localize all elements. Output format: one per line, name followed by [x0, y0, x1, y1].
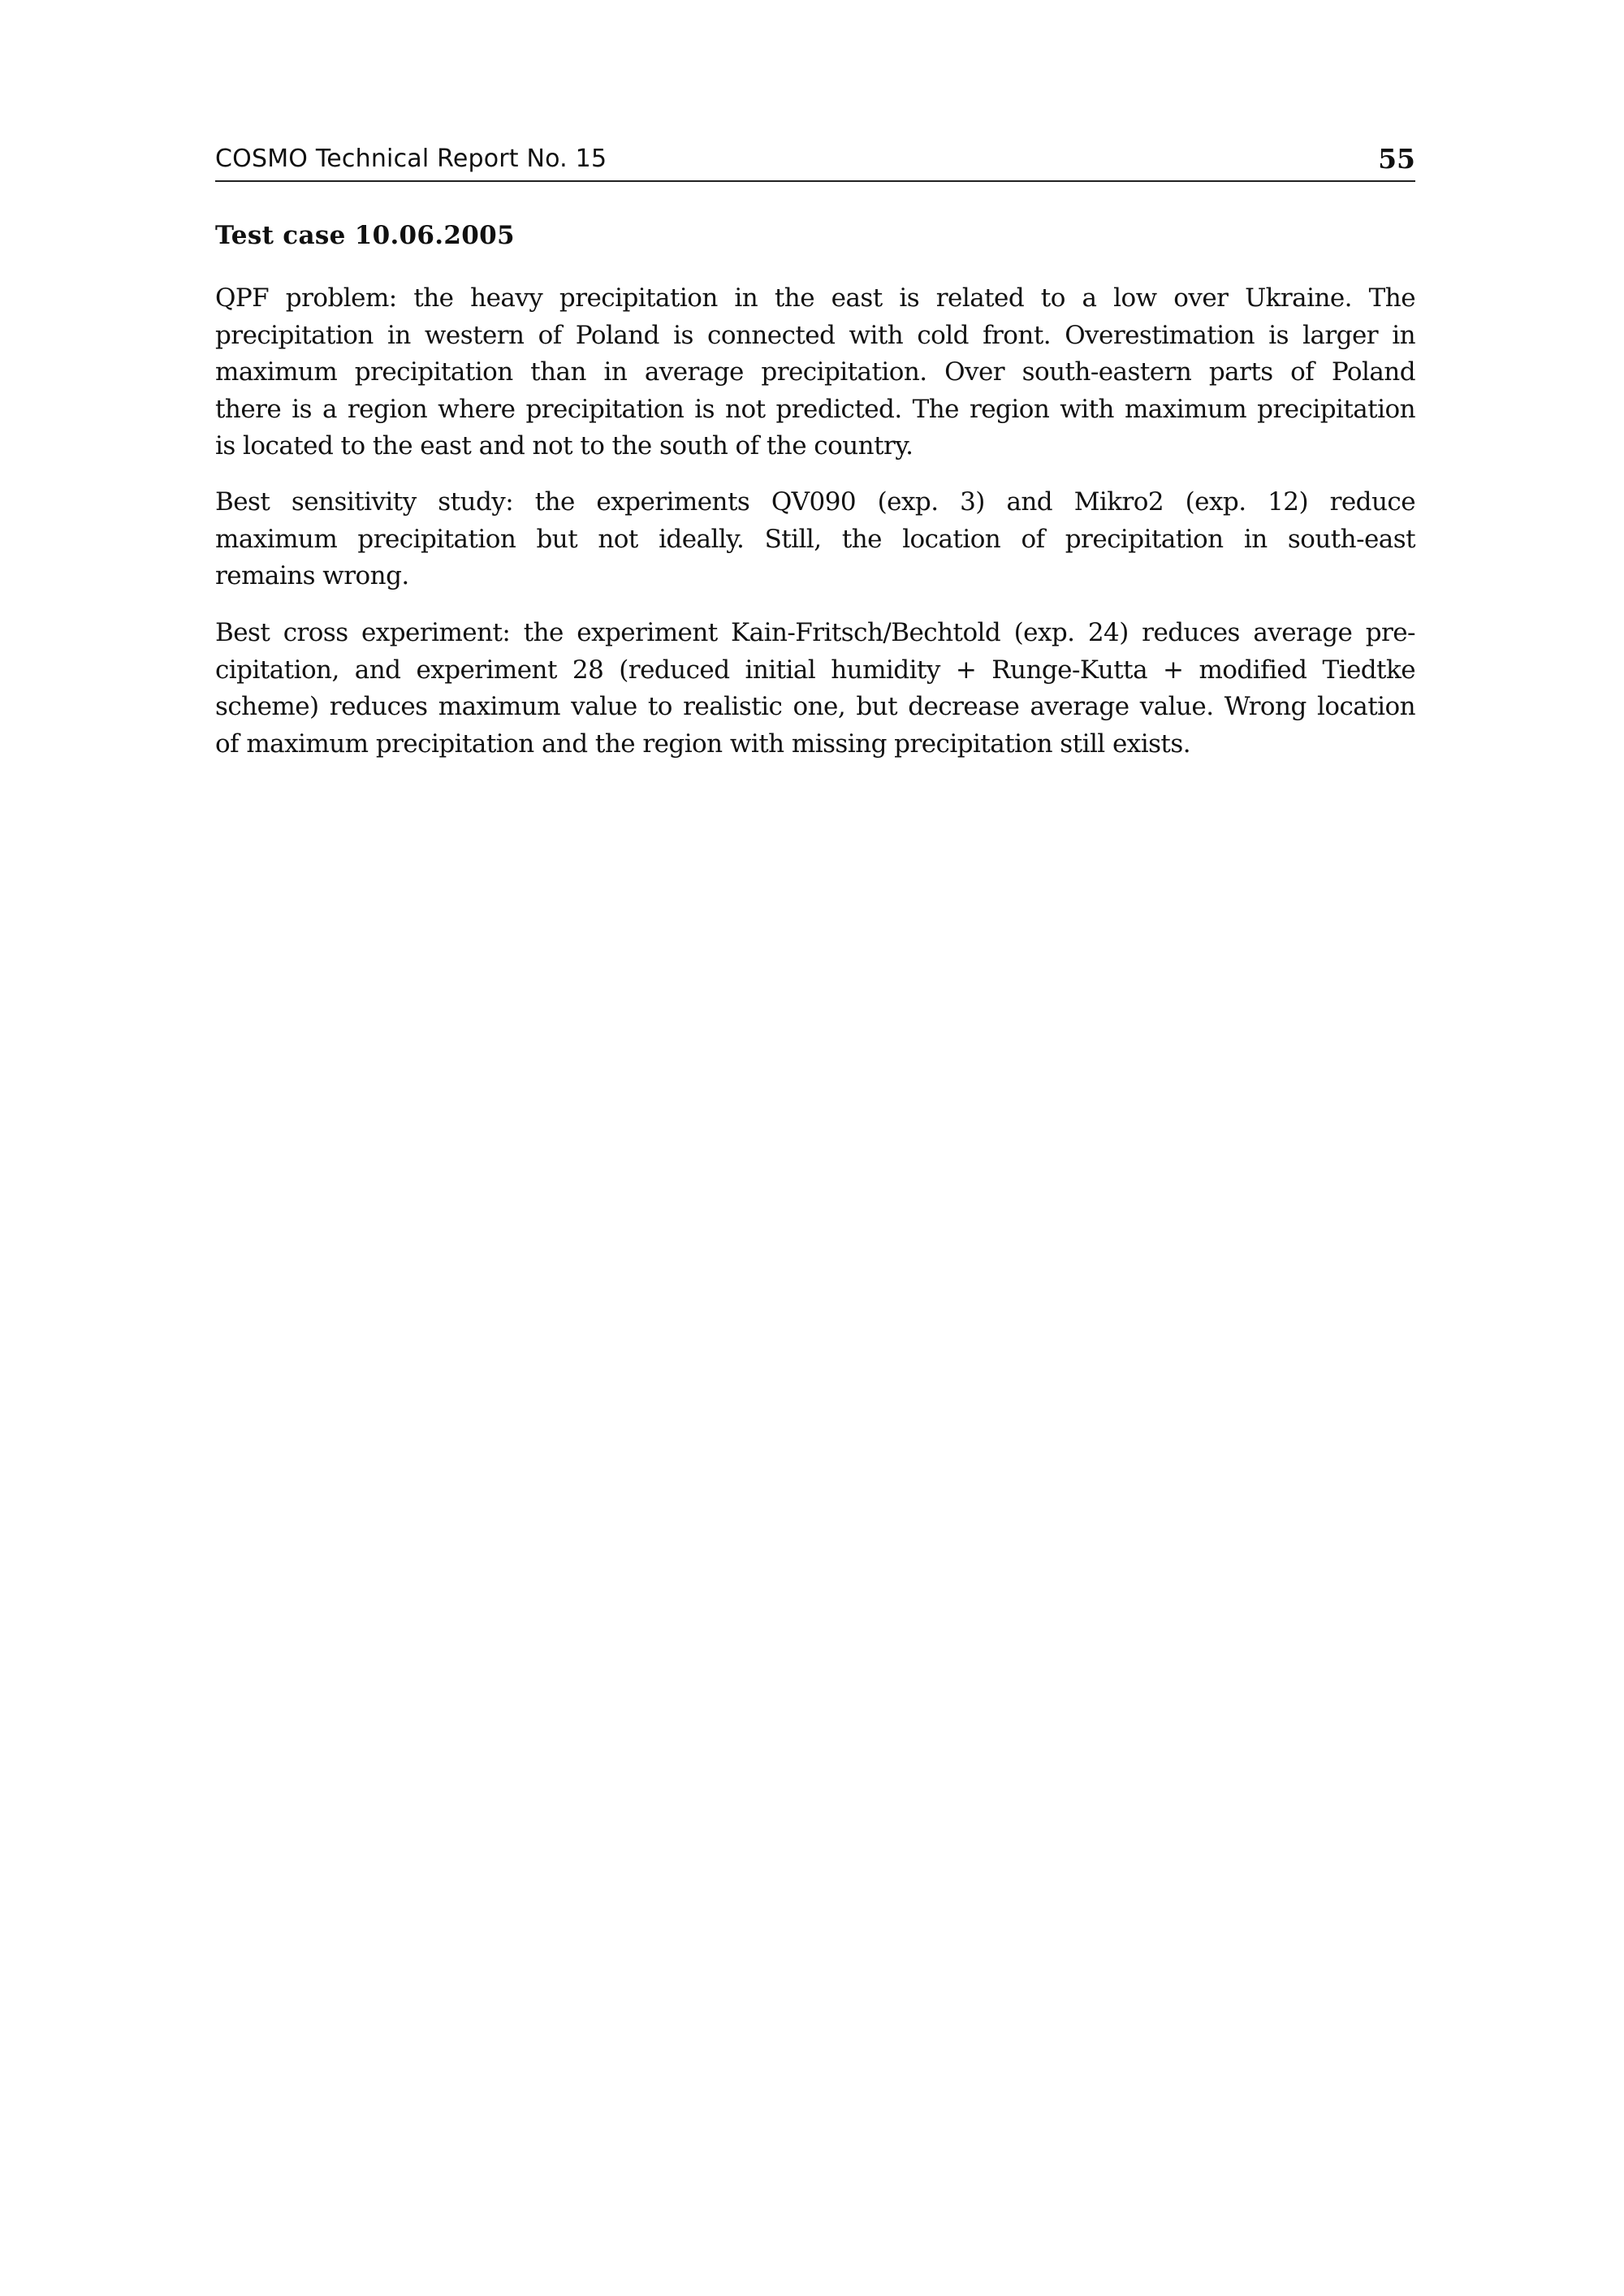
paragraph-line: precipitation in western of Poland is connected with cold front. Overestimation is larger in — [215, 320, 1415, 350]
paragraph-line: remains wrong. — [215, 561, 409, 590]
page-number: 55 — [1378, 143, 1415, 175]
paragraph-line: of maximum precipitation and the region with missing precipitation still exists. — [215, 729, 1190, 759]
section-heading: Test case 10.06.2005 — [215, 221, 515, 250]
paragraph-line: Best sensitivity study: the experiments QV090 (exp. 3) and Mikro2 (exp. 12) reduce — [215, 487, 1415, 517]
paragraph-line: scheme) reduces maximum value to realistic one, but decrease average value. Wrong location — [215, 692, 1415, 721]
paragraph-line: maximum precipitation but not ideally. Still, the location of precipitation in south-east — [215, 524, 1415, 554]
paragraph-line: there is a region where precipitation is not predicted. The region with maximum precipitation — [215, 394, 1415, 424]
running-title: COSMO Technical Report No. 15 — [215, 145, 607, 173]
paragraph-line: is located to the east and not to the south of the country. — [215, 431, 914, 460]
paragraph-best-cross-experiment — [215, 615, 1415, 763]
paragraph-line: Best cross experiment: the experiment Kain-Fritsch/Bechtold (exp. 24) reduces average pre- — [215, 618, 1415, 647]
page-header — [215, 143, 1415, 182]
paragraph-qpf-problem — [215, 280, 1415, 465]
paragraph-line: QPF problem: the heavy precipitation in the east is related to a low over Ukraine. The — [215, 283, 1415, 313]
paragraph-line: cipitation, and experiment 28 (reduced initial humidity + Runge-Kutta + modified Tiedtke — [215, 655, 1415, 685]
paragraph-line: maximum precipitation than in average precipitation. Over south-eastern parts of Poland — [215, 357, 1415, 387]
paragraph-best-sensitivity-study — [215, 484, 1415, 595]
